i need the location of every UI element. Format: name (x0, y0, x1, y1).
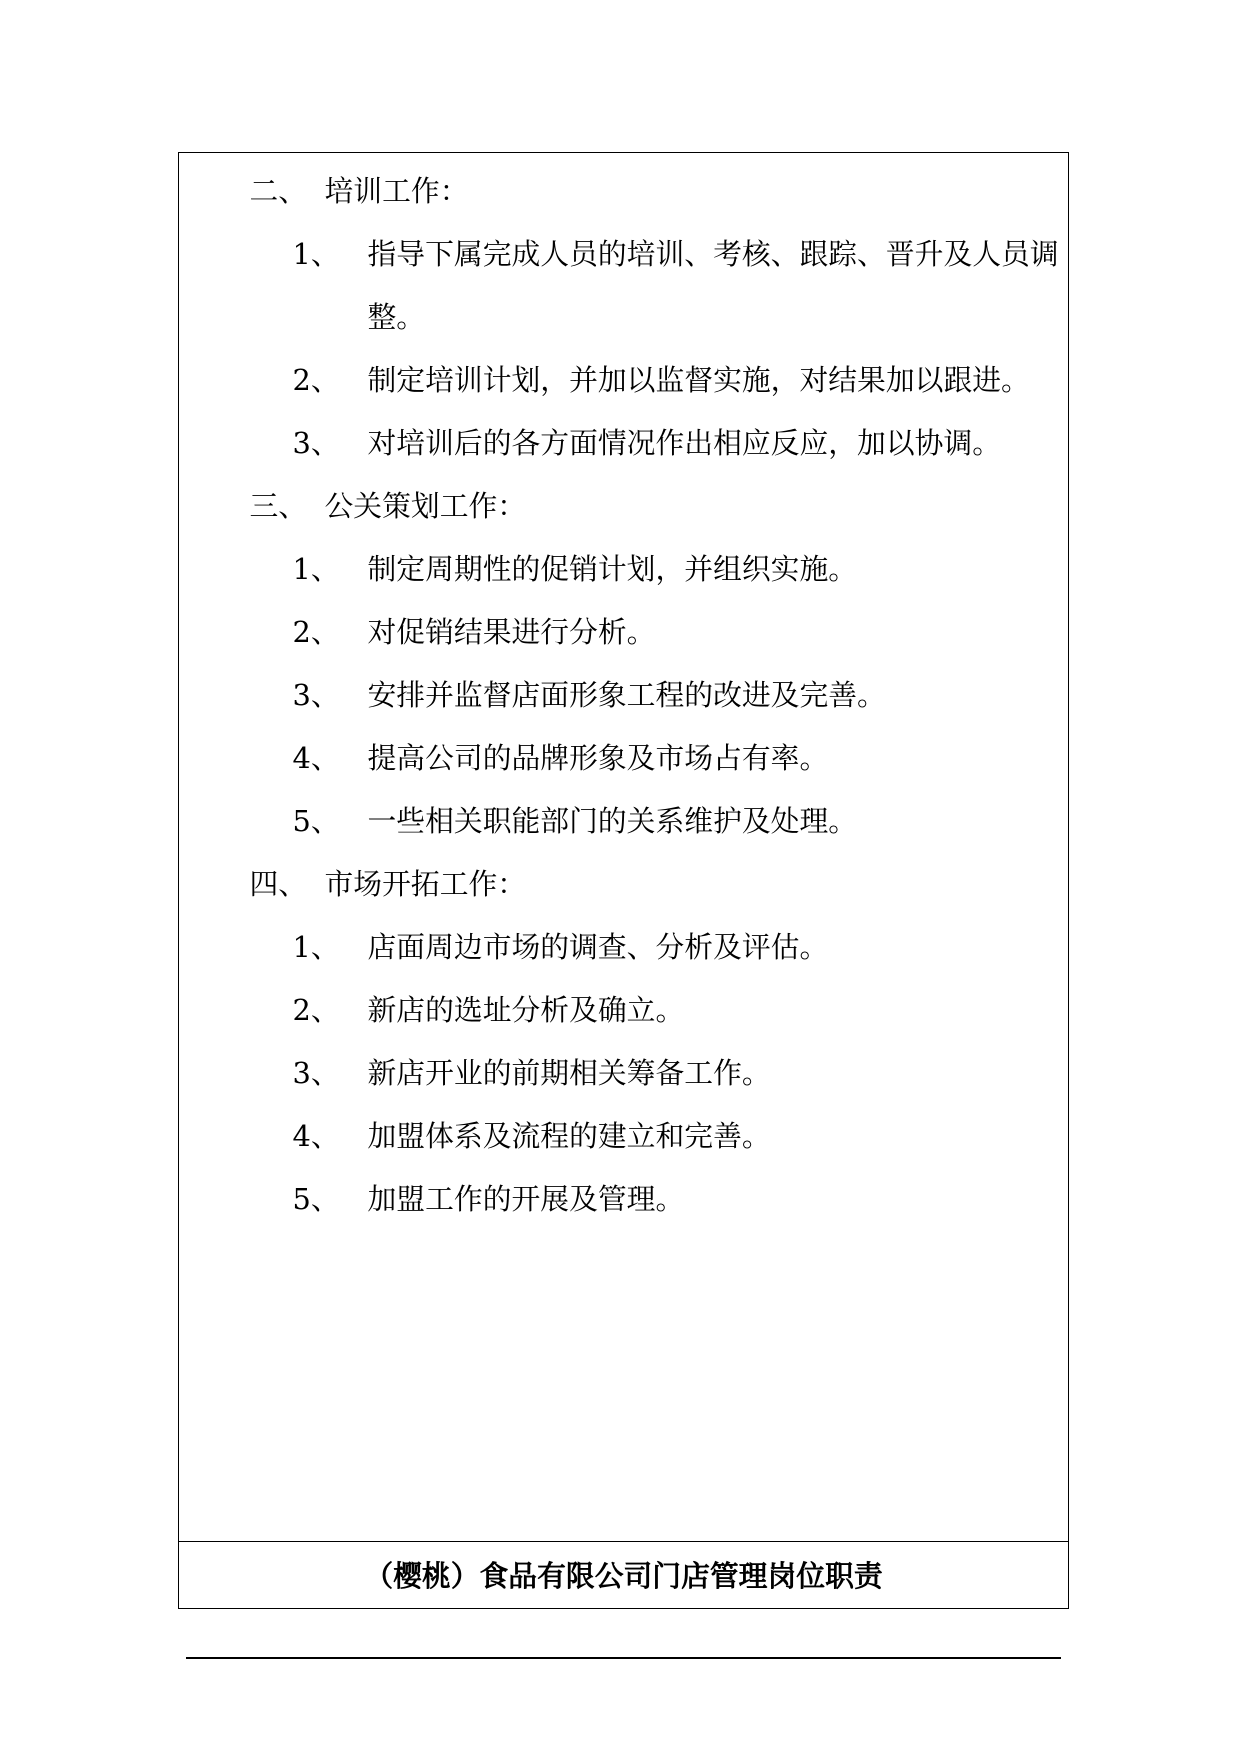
list-item (179, 223, 1068, 349)
item-text: 新店的选址分析及确立。 (367, 993, 685, 1027)
item-number: 3、 (292, 678, 340, 712)
section-heading-pr-planning (179, 475, 1068, 538)
list-item (179, 979, 1068, 1042)
item-number: 2、 (292, 993, 340, 1027)
list-item (179, 601, 1068, 664)
list-item (179, 727, 1068, 790)
item-number: 4、 (292, 1119, 340, 1153)
page-bottom-rule (186, 1657, 1061, 1659)
section-heading-training (179, 160, 1068, 223)
footer-title: （樱桃）食品有限公司门店管理岗位职责 (364, 1559, 883, 1593)
list-item (179, 538, 1068, 601)
list-item (179, 1042, 1068, 1105)
item-number: 1、 (292, 552, 340, 586)
section-number: 二、 (249, 174, 308, 208)
list-item (179, 664, 1068, 727)
list-item (179, 349, 1068, 412)
section-title: 培训工作： (324, 174, 469, 208)
section-title: 市场开拓工作： (324, 867, 527, 901)
item-number: 1、 (292, 930, 340, 964)
duty-content-cell (179, 153, 1068, 1542)
item-number: 3、 (292, 426, 340, 460)
item-text: 对促销结果进行分析。 (367, 615, 656, 649)
item-text: 一些相关职能部门的关系维护及处理。 (367, 804, 858, 838)
section-title: 公关策划工作： (324, 489, 527, 523)
list-item (179, 916, 1068, 979)
item-text: 指导下属完成人员的培训、考核、跟踪、晋升及人员调整。 (367, 237, 1059, 334)
item-number: 2、 (292, 615, 340, 649)
section-number: 三、 (249, 489, 308, 523)
section-heading-market-development (179, 853, 1068, 916)
item-text: 加盟体系及流程的建立和完善。 (367, 1119, 771, 1153)
item-number: 3、 (292, 1056, 340, 1090)
list-item (179, 412, 1068, 475)
item-text: 安排并监督店面形象工程的改进及完善。 (367, 678, 886, 712)
footer-title-cell (179, 1542, 1068, 1607)
list-item (179, 1168, 1068, 1231)
item-number: 2、 (292, 363, 340, 397)
list-item (179, 790, 1068, 853)
list-item (179, 1105, 1068, 1168)
item-text: 制定周期性的促销计划，并组织实施。 (367, 552, 858, 586)
item-number: 5、 (292, 804, 340, 838)
item-text: 对培训后的各方面情况作出相应反应，加以协调。 (367, 426, 1002, 460)
item-number: 1、 (292, 237, 340, 271)
duty-table (178, 152, 1069, 1609)
section-number: 四、 (249, 867, 308, 901)
item-text: 店面周边市场的调查、分析及评估。 (367, 930, 829, 964)
item-text: 制定培训计划，并加以监督实施，对结果加以跟进。 (367, 363, 1030, 397)
item-text: 新店开业的前期相关筹备工作。 (367, 1056, 771, 1090)
item-text: 加盟工作的开展及管理。 (367, 1182, 685, 1216)
item-text: 提高公司的品牌形象及市场占有率。 (367, 741, 829, 775)
item-number: 5、 (292, 1182, 340, 1216)
item-number: 4、 (292, 741, 340, 775)
